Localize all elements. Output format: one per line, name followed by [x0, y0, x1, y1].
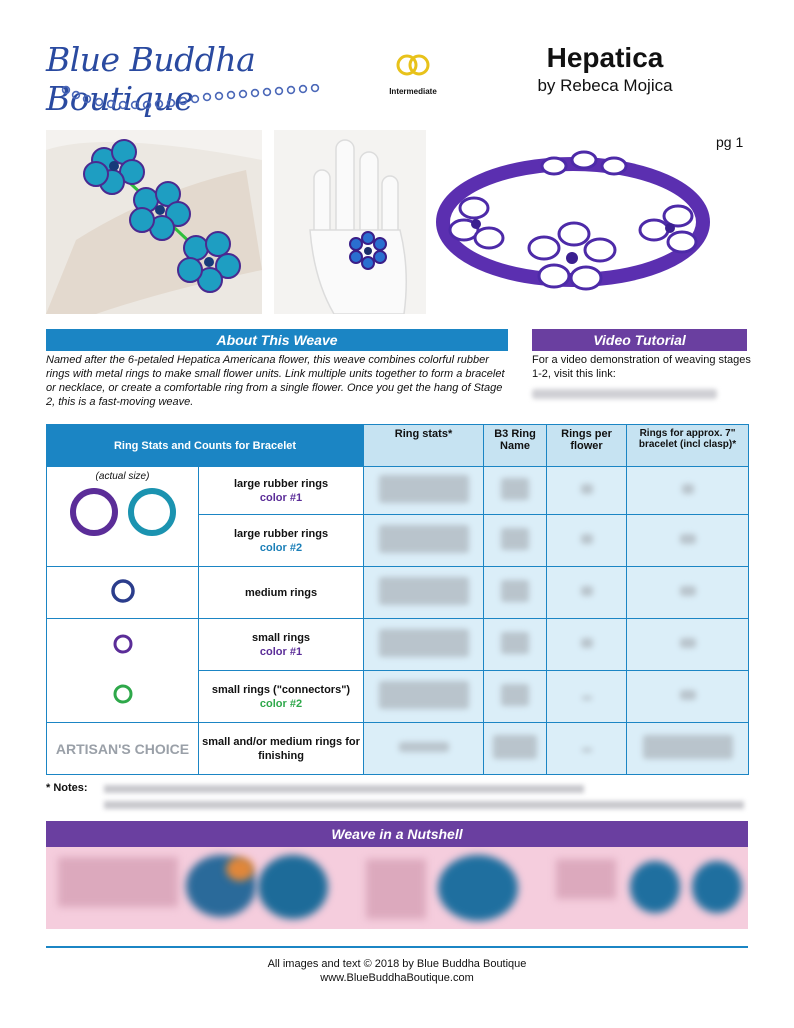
notes: [46, 782, 746, 794]
col-ring-stats: Ring stats*: [364, 425, 484, 467]
author-byline: by Rebeca Mojica: [537, 76, 673, 95]
copyright-text: All images and text © 2018 by Blue Buddha Boutique: [267, 958, 527, 970]
website-link[interactable]: www.BlueBuddhaBoutique.com: [320, 972, 474, 984]
rings-icon: [393, 52, 433, 78]
video-text: For a video demonstration of weaving stages 1-2, visit this link:: [532, 354, 751, 380]
level-label: Intermediate: [389, 87, 437, 96]
col-rings-bracelet: Rings for approx. 7" bracelet (incl clasp)*: [627, 425, 749, 467]
notes-label: * Notes:: [46, 782, 88, 794]
row-large-rubber-2: large rubber rings color #2: [199, 515, 364, 567]
video-link-blurred[interactable]: [532, 389, 717, 399]
col-b3-name: B3 Ring Name: [484, 425, 547, 467]
ring-on-hand-photo: [274, 130, 426, 314]
artisan-choice: ARTISAN'S CHOICE: [47, 723, 199, 775]
about-heading: About This Weave: [46, 329, 508, 351]
medium-ring-icon: [108, 576, 138, 606]
footer-divider: [46, 946, 748, 948]
video-heading: Video Tutorial: [532, 329, 747, 351]
nutshell-steps-blurred: [46, 847, 748, 929]
table-heading: Ring Stats and Counts for Bracelet: [47, 425, 364, 467]
about-text: Named after the 6-petaled Hepatica Americana flower, this weave combines colorful rubber rings with metal rings to make small flower units. Link multiple units together to form a bracelet or necklace, or create a comfortable ring from a single flower. Once you get the hang of Stage 2, this is a fast-moving weave.: [46, 354, 505, 408]
row-small-1: small rings color #1: [199, 619, 364, 671]
purple-white-bracelet-photo: [434, 138, 712, 308]
logo-text: Blue Buddha Boutique: [46, 40, 256, 118]
col-rings-per-flower: Rings per flower: [547, 425, 627, 467]
page-number: pg 1: [716, 134, 744, 150]
large-rings-icon: [58, 482, 188, 542]
row-large-rubber-1: large rubber rings color #1: [199, 467, 364, 515]
nutshell-heading: Weave in a Nutshell: [46, 821, 748, 847]
small-rings-icon: [108, 629, 138, 709]
brand-logo: [46, 40, 346, 118]
page-title: Hepatica: [546, 42, 664, 73]
small-rings-swatch: [47, 619, 199, 723]
video-section: [532, 353, 752, 399]
notes-blurred-line-2: [104, 801, 744, 809]
bead-chain-decoration: [58, 84, 338, 112]
large-rings-swatch: [47, 467, 199, 567]
row-medium: medium rings: [199, 567, 364, 619]
row-finishing: small and/or medium rings for finishing: [199, 723, 364, 775]
bracelet-photo: [46, 130, 262, 314]
medium-ring-swatch: [47, 567, 199, 619]
footer: [46, 957, 748, 985]
ring-stats-table: [46, 424, 749, 775]
title-block: [510, 42, 700, 96]
actual-size-label: (actual size): [95, 471, 150, 482]
notes-blurred-line-1: [104, 785, 584, 793]
row-small-2: small rings ("connectors") color #2: [199, 671, 364, 723]
difficulty-level: [378, 52, 448, 96]
